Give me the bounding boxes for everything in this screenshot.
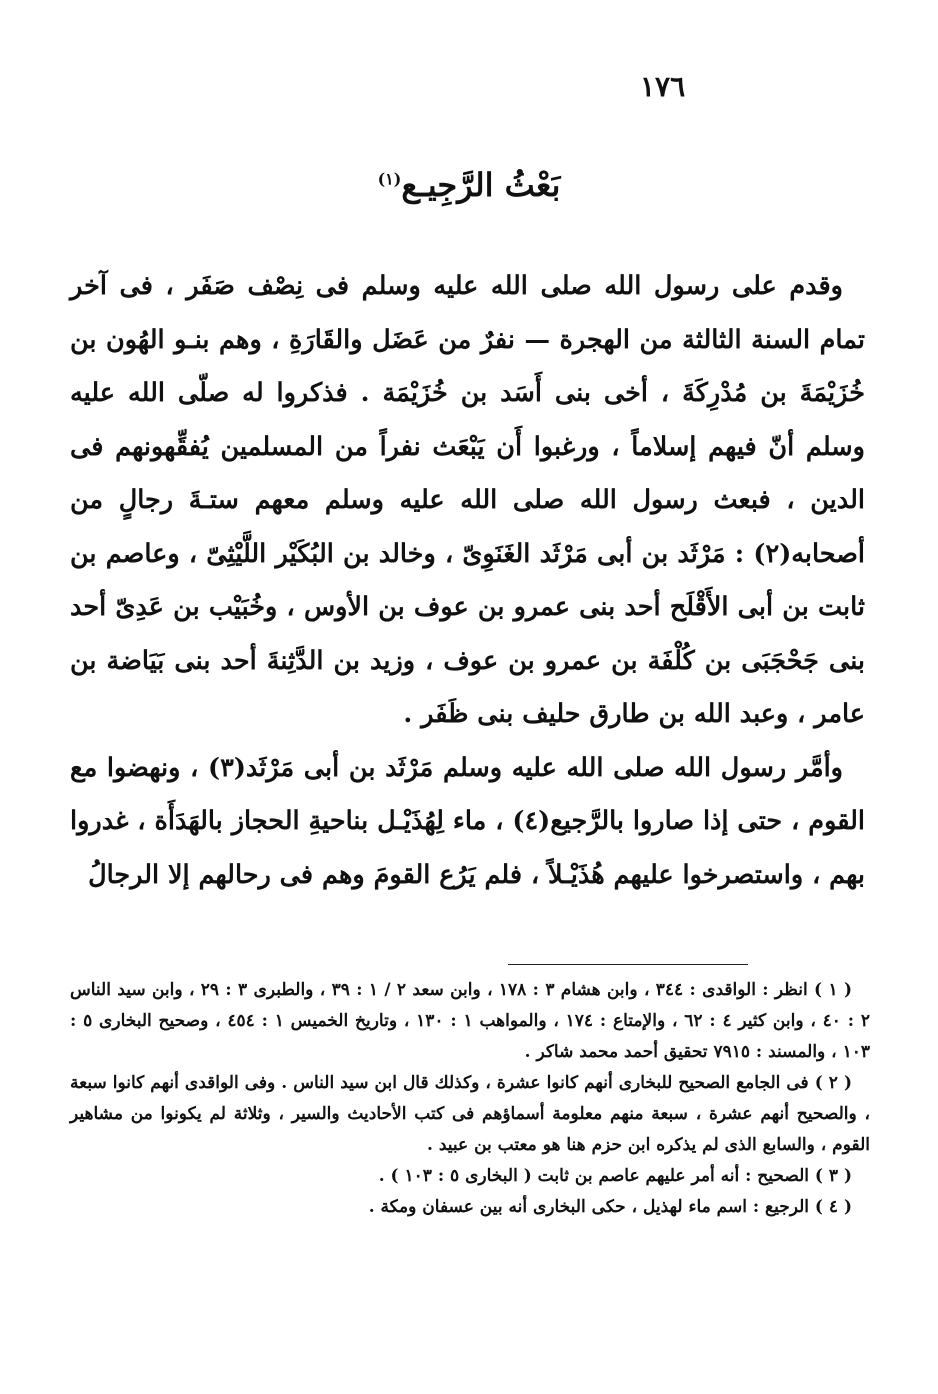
footnote (70, 975, 870, 1068)
text-line: وعاصم بن ثابت بن أبى الأَقْلَح أحد بنى عمرو بن عوف بن الأوس ، (70, 538, 865, 622)
footnote-separator (508, 964, 748, 965)
text-line: فى الدين ، فبعث رسول الله صلى الله عليه وسلم معهم ستـةَ رجالٍ من (70, 431, 865, 515)
text-line: حتى إذا صاروا بالرَّجيع(٤) ، ماء لِهُذَيْـل بناحيةِ الحجاز بالهَدَأَة ، غدروا بهم ، (70, 806, 865, 890)
page-number: ١٧٦ (640, 70, 686, 103)
footnote-line: وابن سيد الناس ٢ : ٤٠ ، وابن كثير ٤ : ٦٢ ، والإمتاع : ١٧٤ ، والمواهب ١ : ١٣٠ ، وتاريخ (70, 980, 870, 1031)
footnote-line: لم يكونوا من مشاهير القوم ، والسابع الذى لم يذكره ابن حزم هنا هو معتب بن عبيد . (70, 1104, 870, 1155)
text-line: وزيد بن الدَّثِنةَ أحد بنى بَيَاضة بن عامر ، وعبد الله بن طارق حليف (70, 645, 865, 729)
text-line: بنى ظَفَر . (403, 699, 514, 729)
paragraph (70, 742, 865, 903)
footnote-line: ( ١ ) انظر : الواقدى : ٣٤٤ ، وابن هشام ٣ : ١٧٨ ، وابن سعد ٢ / ١ : ٣٩ ، والطبرى ٣ : ٢٩ ، (188, 980, 852, 1000)
text-line: أصحابه(٢) : مَرْثَد بن أبى مَرْثَد الغَنَوِىّ ، وخالد بن البُكَيْر اللَّيْثِىّ ، (188, 538, 865, 569)
chapter-title-text: بَعْثُ الرَّجِيـع (401, 166, 561, 204)
text-line: السنة الثالثة من الهجرة — نفرٌ من عَضَل والقَارَةِ ، وهم بنـو الهُون بن (70, 324, 811, 355)
footnote-line: الخميس ١ : ٤٥٤ ، وصحيح البخارى ٥ : ١٠٣ ، والمسند : ٧٩١٥ تحقيق أحمد محمد شاكر . (70, 1011, 870, 1062)
text-line: وقدم على رسول الله صلى الله عليه وسلم فى نِصْف صَفَر ، فى آخر تمام (70, 271, 865, 355)
text-line: عليه وسلم أنّ فيهم إسلاماً ، ورغبوا أَن يَبْعَث نفراً من المسلمين يُفقِّهونهم (70, 378, 865, 462)
main-text (70, 260, 865, 902)
paragraph (70, 260, 865, 742)
footnote-line: أنهم كانوا سبعة ، والصحيح أنهم عشرة ، سبعة منهم معلومة أسماؤهم فى كتب الأحاديث والسير ، وثلاثة (70, 1073, 870, 1124)
footnote-line: ( ٢ ) فى الجامع الصحيح للبخارى أنهم كانوا عشرة ، وكذلك قال ابن سيد الناس . وفى الواقدى (184, 1073, 853, 1093)
footnote (70, 1192, 870, 1223)
footnote (70, 1161, 870, 1192)
footnote (70, 1068, 870, 1161)
footnotes (70, 975, 870, 1223)
text-line: خُزَيْمَةَ بن مُدْرِكَةَ ، أخى بنى أَسَد بن خُزَيْمَة . فذكروا له صلّى الله (127, 378, 865, 408)
chapter-title (0, 166, 938, 204)
footnote-line: ( ٣ ) الصحيح : أنه أمر عليهم عاصم بن ثابت ( البخارى ٥ : ١٠٣ ) . (378, 1166, 852, 1186)
text-line: وأمَّر رسول الله صلى الله عليه وسلم مَرْثَد بن أبى مَرْثَد(٣) ، ونهضوا مع القوم ، (70, 752, 865, 836)
text-line: واستصرخوا عليهم هُذَيْـلاً ، فلم يَرُع القومَ وهم فى رحالهم إلا الرجالُ (88, 859, 804, 890)
chapter-title-footnote-ref: (١) (377, 169, 402, 189)
text-line: وخُبَيْب بن عَدِىّ أحد بنى جَحْجَبَى بن كُلْفَة بن عمرو بن عوف ، (70, 592, 865, 676)
footnote-line: ( ٤ ) الرجيع : اسم ماء لهذيل ، حكى البخارى أنه بين عسفان ومكة . (368, 1197, 852, 1217)
